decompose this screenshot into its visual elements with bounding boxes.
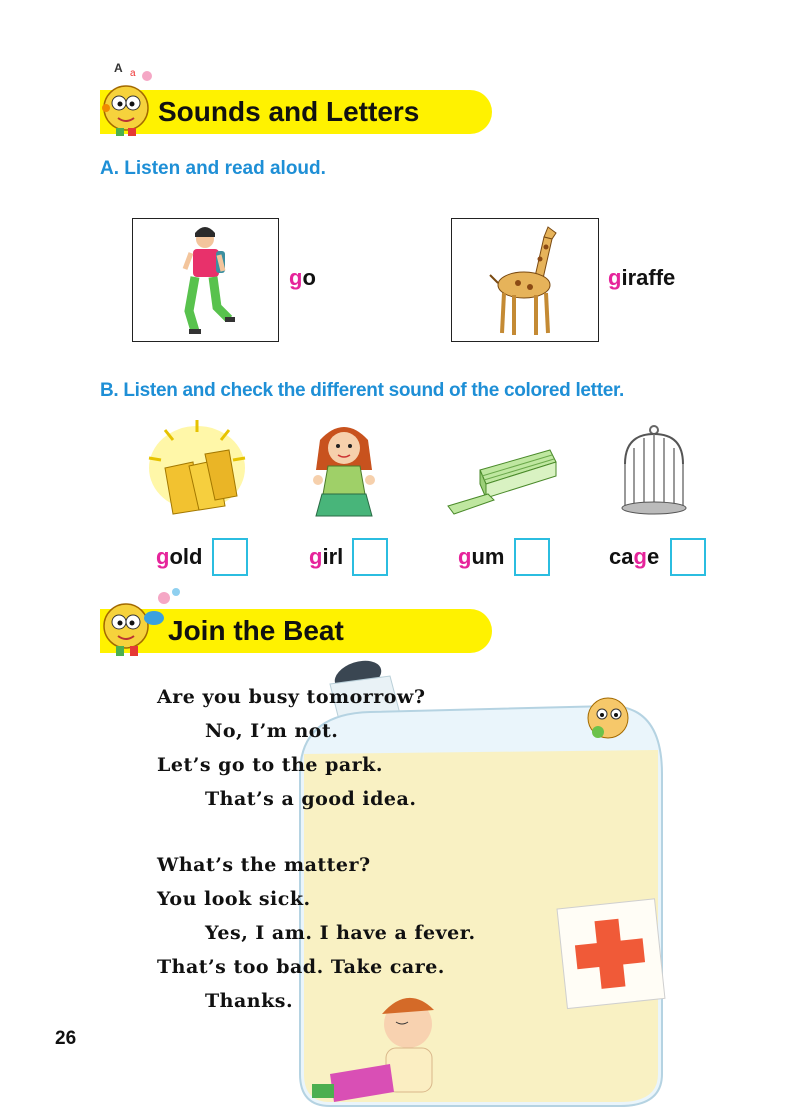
word-girl: girl <box>309 544 344 569</box>
word-giraffe: giraffe <box>608 265 676 290</box>
mascot-musician-icon <box>92 584 188 664</box>
chant-text <box>157 680 476 1018</box>
gold-bars-icon <box>145 418 250 518</box>
word-gum: gum <box>458 544 505 569</box>
giraffe-icon <box>452 219 598 341</box>
gum-pack-icon <box>440 440 560 520</box>
chant-line: Are you busy tomorrow? <box>157 686 426 708</box>
chant-line: What’s the matter? <box>157 854 371 876</box>
chant-line: That’s too bad. Take care. <box>157 956 445 978</box>
sounds-and-letters-title: Sounds and Letters <box>158 96 420 127</box>
chant-line: Yes, I am. I have a fever. <box>205 922 476 944</box>
giraffe-picture <box>451 218 599 342</box>
birdcage-icon <box>617 424 691 518</box>
boy-walking-icon <box>133 219 278 341</box>
check-box-gold[interactable] <box>212 538 248 576</box>
svg-text:a: a <box>130 68 136 79</box>
word-gold: gold <box>156 544 203 569</box>
page-number: 26 <box>55 1028 77 1049</box>
mascot-icon <box>92 58 164 140</box>
chant-line: You look sick. <box>157 888 311 910</box>
chant-line: Thanks. <box>205 990 294 1012</box>
join-the-beat-title: Join the Beat <box>168 615 344 646</box>
chant-line: No, I’m not. <box>205 720 339 742</box>
part-b-instruction: B. Listen and check the different sound of the colored letter. <box>100 380 625 401</box>
check-box-cage[interactable] <box>670 538 706 576</box>
word-cage: cage <box>609 544 660 569</box>
girl-icon <box>300 420 388 520</box>
boy-picture <box>132 218 279 342</box>
chant-line: That’s a good idea. <box>205 788 417 810</box>
check-box-gum[interactable] <box>514 538 550 576</box>
part-a-instruction: A. Listen and read aloud. <box>100 158 326 179</box>
chant-line: Let’s go to the park. <box>157 754 383 776</box>
check-box-girl[interactable] <box>352 538 388 576</box>
svg-text:A: A <box>114 61 123 75</box>
word-go: go <box>289 265 316 290</box>
